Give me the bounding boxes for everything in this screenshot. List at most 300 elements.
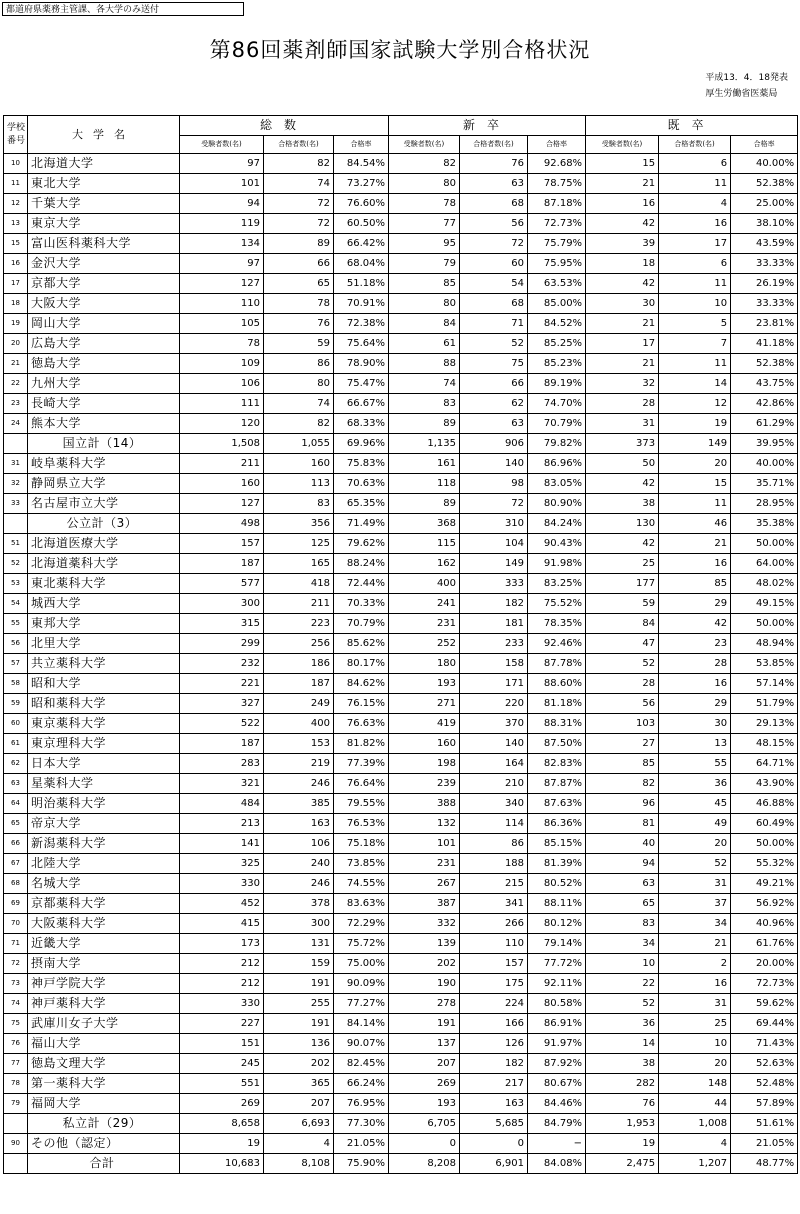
table-row — [4, 254, 798, 274]
pass-rate-cell: 88.60% — [528, 674, 586, 694]
examinees-cell: 269 — [389, 1074, 460, 1094]
passers-cell: 191 — [264, 1014, 334, 1034]
examinees-cell: 63 — [586, 874, 659, 894]
header-examinees: 受験者数(名) — [389, 136, 460, 154]
pass-rate-cell: 63.53% — [528, 274, 586, 294]
examinees-cell: 283 — [180, 754, 264, 774]
pass-rate-cell: 20.00% — [731, 954, 798, 974]
passers-cell: 54 — [460, 274, 528, 294]
passers-cell: 21 — [659, 534, 731, 554]
examinees-cell: 80 — [389, 294, 460, 314]
examinees-cell: 80 — [389, 174, 460, 194]
table-row — [4, 634, 798, 654]
school-code: 10 — [4, 154, 28, 174]
examinees-cell: 139 — [389, 934, 460, 954]
passers-cell: 86 — [264, 354, 334, 374]
passers-cell: 131 — [264, 934, 334, 954]
passers-cell: 385 — [264, 794, 334, 814]
table-row — [4, 294, 798, 314]
pass-rate-cell: 83.05% — [528, 474, 586, 494]
examinees-cell: 97 — [180, 154, 264, 174]
pass-rate-cell: 75.95% — [528, 254, 586, 274]
university-name: 公立計（3） — [28, 514, 180, 534]
passers-cell: 906 — [460, 434, 528, 454]
pass-rate-cell: 35.71% — [731, 474, 798, 494]
school-code: 55 — [4, 614, 28, 634]
school-code: 59 — [4, 694, 28, 714]
pass-rate-cell: 80.67% — [528, 1074, 586, 1094]
passers-cell: 340 — [460, 794, 528, 814]
header-row — [4, 116, 798, 136]
pass-rate-cell: 73.27% — [334, 174, 389, 194]
table-row — [4, 194, 798, 214]
pass-rate-cell: 55.32% — [731, 854, 798, 874]
pass-rate-cell: 85.23% — [528, 354, 586, 374]
header-passers: 合格者数(名) — [264, 136, 334, 154]
examinees-cell: 78 — [389, 194, 460, 214]
examinees-cell: 330 — [180, 994, 264, 1014]
passers-cell: 72 — [460, 234, 528, 254]
pass-rate-cell: 33.33% — [731, 254, 798, 274]
school-code: 21 — [4, 354, 28, 374]
examinees-cell: 31 — [586, 414, 659, 434]
school-code: 15 — [4, 234, 28, 254]
examinees-cell: 202 — [389, 954, 460, 974]
passers-cell: 75 — [460, 354, 528, 374]
school-code: 61 — [4, 734, 28, 754]
examinees-cell: 332 — [389, 914, 460, 934]
pass-rate-cell: 89.19% — [528, 374, 586, 394]
header-group-total: 総数 — [180, 116, 389, 136]
passers-cell: 0 — [460, 1134, 528, 1154]
examinees-cell: 130 — [586, 514, 659, 534]
pass-rate-cell: 72.73% — [528, 214, 586, 234]
examinees-cell: 105 — [180, 314, 264, 334]
passers-cell: 110 — [460, 934, 528, 954]
school-code: 58 — [4, 674, 28, 694]
table-row — [4, 1134, 798, 1154]
pass-rate-cell: 72.73% — [731, 974, 798, 994]
examinees-cell: 47 — [586, 634, 659, 654]
pass-rate-cell: 75.83% — [334, 454, 389, 474]
pass-rate-cell: 49.21% — [731, 874, 798, 894]
pass-rate-cell: 40.00% — [731, 154, 798, 174]
passers-cell: 1,207 — [659, 1154, 731, 1174]
university-name: 長崎大学 — [28, 394, 180, 414]
school-code: 16 — [4, 254, 28, 274]
school-code: 69 — [4, 894, 28, 914]
examinees-cell: 36 — [586, 1014, 659, 1034]
school-code: 13 — [4, 214, 28, 234]
table-row — [4, 394, 798, 414]
results-table — [3, 115, 798, 1174]
school-code: 66 — [4, 834, 28, 854]
examinees-cell: 109 — [180, 354, 264, 374]
table-row — [4, 674, 798, 694]
examinees-cell: 278 — [389, 994, 460, 1014]
passers-cell: 210 — [460, 774, 528, 794]
passers-cell: 76 — [460, 154, 528, 174]
passers-cell: 157 — [460, 954, 528, 974]
passers-cell: 20 — [659, 454, 731, 474]
passers-cell: 16 — [659, 554, 731, 574]
pass-rate-cell: 83.25% — [528, 574, 586, 594]
examinees-cell: 161 — [389, 454, 460, 474]
pass-rate-cell: 75.79% — [528, 234, 586, 254]
table-row — [4, 994, 798, 1014]
examinees-cell: 300 — [180, 594, 264, 614]
pass-rate-cell: 76.60% — [334, 194, 389, 214]
school-code: 67 — [4, 854, 28, 874]
university-name: 岡山大学 — [28, 314, 180, 334]
passers-cell: 165 — [264, 554, 334, 574]
table-row — [4, 474, 798, 494]
pass-rate-cell: 29.13% — [731, 714, 798, 734]
table-row — [4, 834, 798, 854]
passers-cell: 6,693 — [264, 1114, 334, 1134]
header-group-prior-grad: 既卒 — [586, 116, 798, 136]
university-name: 東北大学 — [28, 174, 180, 194]
pass-rate-cell: 78.90% — [334, 354, 389, 374]
passers-cell: 72 — [264, 214, 334, 234]
passers-cell: 80 — [264, 374, 334, 394]
passers-cell: 266 — [460, 914, 528, 934]
table-row — [4, 334, 798, 354]
examinees-cell: 18 — [586, 254, 659, 274]
university-name: 金沢大学 — [28, 254, 180, 274]
school-code: 60 — [4, 714, 28, 734]
passers-cell: 6 — [659, 254, 731, 274]
university-name: 国立計（14） — [28, 434, 180, 454]
passers-cell: 104 — [460, 534, 528, 554]
passers-cell: 10 — [659, 294, 731, 314]
examinees-cell: 160 — [180, 474, 264, 494]
examinees-cell: 315 — [180, 614, 264, 634]
school-code: 77 — [4, 1054, 28, 1074]
school-code — [4, 514, 28, 534]
header-school-code — [4, 116, 28, 154]
passers-cell: 30 — [659, 714, 731, 734]
examinees-cell: 78 — [180, 334, 264, 354]
passers-cell: 149 — [659, 434, 731, 454]
examinees-cell: 173 — [180, 934, 264, 954]
school-code — [4, 1154, 28, 1174]
examinees-cell: 137 — [389, 1034, 460, 1054]
passers-cell: 66 — [460, 374, 528, 394]
university-name: 北海道医療大学 — [28, 534, 180, 554]
university-name: 北陸大学 — [28, 854, 180, 874]
examinees-cell: 400 — [389, 574, 460, 594]
passers-cell: 224 — [460, 994, 528, 1014]
school-code: 70 — [4, 914, 28, 934]
examinees-cell: 252 — [389, 634, 460, 654]
university-name: 昭和薬科大学 — [28, 694, 180, 714]
passers-cell: 49 — [659, 814, 731, 834]
passers-cell: 42 — [659, 614, 731, 634]
school-code: 78 — [4, 1074, 28, 1094]
passers-cell: 4 — [659, 194, 731, 214]
passers-cell: 370 — [460, 714, 528, 734]
pass-rate-cell: 51.61% — [731, 1114, 798, 1134]
pass-rate-cell: 73.85% — [334, 854, 389, 874]
examinees-cell: 8,658 — [180, 1114, 264, 1134]
pass-rate-cell: 76.95% — [334, 1094, 389, 1114]
pass-rate-cell: 23.81% — [731, 314, 798, 334]
header-code-line1: 学校 — [7, 122, 26, 133]
pass-rate-cell: 48.02% — [731, 574, 798, 594]
examinees-cell: 84 — [586, 614, 659, 634]
passers-cell: 175 — [460, 974, 528, 994]
examinees-cell: 241 — [389, 594, 460, 614]
examinees-cell: 14 — [586, 1034, 659, 1054]
pass-rate-cell: 86.91% — [528, 1014, 586, 1034]
page-title: 第86回薬剤師国家試験大学別合格状況 — [209, 38, 591, 62]
examinees-cell: 19 — [586, 1134, 659, 1154]
pass-rate-cell: 71.43% — [731, 1034, 798, 1054]
pass-rate-cell: 70.63% — [334, 474, 389, 494]
subtotal-row — [4, 1154, 798, 1174]
examinees-cell: 157 — [180, 534, 264, 554]
pass-rate-cell: 38.10% — [731, 214, 798, 234]
pass-rate-cell: 52.38% — [731, 354, 798, 374]
table-row — [4, 594, 798, 614]
passers-cell: 181 — [460, 614, 528, 634]
pass-rate-cell: 78.35% — [528, 614, 586, 634]
passers-cell: 217 — [460, 1074, 528, 1094]
pass-rate-cell: 80.90% — [528, 494, 586, 514]
examinees-cell: 65 — [586, 894, 659, 914]
header-university-name: 大学名 — [28, 116, 180, 154]
pass-rate-cell: 66.24% — [334, 1074, 389, 1094]
passers-cell: 207 — [264, 1094, 334, 1114]
school-code: 20 — [4, 334, 28, 354]
pass-rate-cell: 48.77% — [731, 1154, 798, 1174]
pass-rate-cell: 50.00% — [731, 614, 798, 634]
passers-cell: 15 — [659, 474, 731, 494]
publication-info — [705, 70, 788, 102]
passers-cell: 365 — [264, 1074, 334, 1094]
passers-cell: 59 — [264, 334, 334, 354]
university-name: 東京薬科大学 — [28, 714, 180, 734]
passers-cell: 20 — [659, 1054, 731, 1074]
passers-cell: 23 — [659, 634, 731, 654]
table-row — [4, 814, 798, 834]
table-row — [4, 654, 798, 674]
passers-cell: 83 — [264, 494, 334, 514]
pass-rate-cell: 87.78% — [528, 654, 586, 674]
pass-rate-cell: 51.18% — [334, 274, 389, 294]
pass-rate-cell: 64.00% — [731, 554, 798, 574]
pass-rate-cell: 85.15% — [528, 834, 586, 854]
header-pass-rate: 合格率 — [528, 136, 586, 154]
university-name: 京都薬科大学 — [28, 894, 180, 914]
passers-cell: 219 — [264, 754, 334, 774]
pass-rate-cell: 83.63% — [334, 894, 389, 914]
examinees-cell: 110 — [180, 294, 264, 314]
university-name: 帝京大学 — [28, 814, 180, 834]
pass-rate-cell: 77.27% — [334, 994, 389, 1014]
pass-rate-cell: 75.18% — [334, 834, 389, 854]
examinees-cell: 34 — [586, 934, 659, 954]
school-code: 79 — [4, 1094, 28, 1114]
examinees-cell: 85 — [389, 274, 460, 294]
pass-rate-cell: 84.52% — [528, 314, 586, 334]
passers-cell: 233 — [460, 634, 528, 654]
examinees-cell: 1,508 — [180, 434, 264, 454]
university-name: 城西大学 — [28, 594, 180, 614]
pass-rate-cell: 70.33% — [334, 594, 389, 614]
pass-rate-cell: 74.55% — [334, 874, 389, 894]
table-row — [4, 734, 798, 754]
passers-cell: 378 — [264, 894, 334, 914]
passers-cell: 19 — [659, 414, 731, 434]
passers-cell: 28 — [659, 654, 731, 674]
pass-rate-cell: 85.62% — [334, 634, 389, 654]
header-code-line2: 番号 — [7, 135, 26, 146]
examinees-cell: 42 — [586, 214, 659, 234]
passers-cell: 114 — [460, 814, 528, 834]
school-code: 19 — [4, 314, 28, 334]
school-code: 62 — [4, 754, 28, 774]
examinees-cell: 498 — [180, 514, 264, 534]
pass-rate-cell: 59.62% — [731, 994, 798, 1014]
examinees-cell: 177 — [586, 574, 659, 594]
examinees-cell: 282 — [586, 1074, 659, 1094]
examinees-cell: 25 — [586, 554, 659, 574]
pass-rate-cell: 90.09% — [334, 974, 389, 994]
examinees-cell: 212 — [180, 974, 264, 994]
university-name: 九州大学 — [28, 374, 180, 394]
examinees-cell: 6,705 — [389, 1114, 460, 1134]
passers-cell: 46 — [659, 514, 731, 534]
table-row — [4, 954, 798, 974]
pass-rate-cell: 43.90% — [731, 774, 798, 794]
examinees-cell: 118 — [389, 474, 460, 494]
header-group-new-grad: 新卒 — [389, 116, 586, 136]
passers-cell: 10 — [659, 1034, 731, 1054]
university-name: 東邦大学 — [28, 614, 180, 634]
pass-rate-cell: 76.15% — [334, 694, 389, 714]
pass-rate-cell: 68.04% — [334, 254, 389, 274]
pass-rate-cell: 43.75% — [731, 374, 798, 394]
table-row — [4, 154, 798, 174]
passers-cell: 16 — [659, 674, 731, 694]
examinees-cell: 89 — [389, 494, 460, 514]
pass-rate-cell: 81.82% — [334, 734, 389, 754]
university-name: 武庫川女子大学 — [28, 1014, 180, 1034]
pass-rate-cell: 52.63% — [731, 1054, 798, 1074]
examinees-cell: 119 — [180, 214, 264, 234]
passers-cell: 140 — [460, 734, 528, 754]
examinees-cell: 484 — [180, 794, 264, 814]
table-row — [4, 874, 798, 894]
pass-rate-cell: 87.87% — [528, 774, 586, 794]
school-code: 74 — [4, 994, 28, 1014]
table-row — [4, 714, 798, 734]
examinees-cell: 85 — [586, 754, 659, 774]
university-name: 名古屋市立大学 — [28, 494, 180, 514]
university-name: 大阪大学 — [28, 294, 180, 314]
examinees-cell: 52 — [586, 654, 659, 674]
university-name: 大阪薬科大学 — [28, 914, 180, 934]
passers-cell: 68 — [460, 294, 528, 314]
examinees-cell: 42 — [586, 474, 659, 494]
pass-rate-cell: 87.63% — [528, 794, 586, 814]
table-row — [4, 174, 798, 194]
passers-cell: 153 — [264, 734, 334, 754]
examinees-cell: 17 — [586, 334, 659, 354]
pass-rate-cell: 77.30% — [334, 1114, 389, 1134]
passers-cell: 418 — [264, 574, 334, 594]
school-code: 53 — [4, 574, 28, 594]
table-row — [4, 414, 798, 434]
publishing-organization: 厚生労働省医薬局 — [705, 89, 778, 99]
pass-rate-cell: 42.86% — [731, 394, 798, 414]
passers-cell: 356 — [264, 514, 334, 534]
header-pass-rate: 合格率 — [334, 136, 389, 154]
examinees-cell: 28 — [586, 394, 659, 414]
examinees-cell: 551 — [180, 1074, 264, 1094]
examinees-cell: 190 — [389, 974, 460, 994]
examinees-cell: 82 — [389, 154, 460, 174]
passers-cell: 136 — [264, 1034, 334, 1054]
pass-rate-cell: 61.76% — [731, 934, 798, 954]
pass-rate-cell: 40.00% — [731, 454, 798, 474]
examinees-cell: 95 — [389, 234, 460, 254]
passers-cell: 160 — [264, 454, 334, 474]
school-code — [4, 1114, 28, 1134]
table-row — [4, 754, 798, 774]
school-code: 51 — [4, 534, 28, 554]
passers-cell: 71 — [460, 314, 528, 334]
examinees-cell: 373 — [586, 434, 659, 454]
examinees-cell: 96 — [586, 794, 659, 814]
passers-cell: 182 — [460, 1054, 528, 1074]
passers-cell: 74 — [264, 394, 334, 414]
pass-rate-cell: 68.33% — [334, 414, 389, 434]
pass-rate-cell: 70.91% — [334, 294, 389, 314]
passers-cell: 6 — [659, 154, 731, 174]
passers-cell: 223 — [264, 614, 334, 634]
examinees-cell: 193 — [389, 674, 460, 694]
passers-cell: 4 — [264, 1134, 334, 1154]
examinees-cell: 42 — [586, 534, 659, 554]
school-code: 11 — [4, 174, 28, 194]
university-name: 徳島文理大学 — [28, 1054, 180, 1074]
pass-rate-cell: 40.96% — [731, 914, 798, 934]
table-row — [4, 274, 798, 294]
examinees-cell: 180 — [389, 654, 460, 674]
passers-cell: 98 — [460, 474, 528, 494]
examinees-cell: 415 — [180, 914, 264, 934]
passers-cell: 249 — [264, 694, 334, 714]
examinees-cell: 84 — [389, 314, 460, 334]
passers-cell: 211 — [264, 594, 334, 614]
examinees-cell: 21 — [586, 174, 659, 194]
examinees-cell: 239 — [389, 774, 460, 794]
pass-rate-cell: 61.29% — [731, 414, 798, 434]
pass-rate-cell: 87.18% — [528, 194, 586, 214]
pass-rate-cell: 69.96% — [334, 434, 389, 454]
passers-cell: 21 — [659, 934, 731, 954]
examinees-cell: 115 — [389, 534, 460, 554]
passers-cell: 2 — [659, 954, 731, 974]
pass-rate-cell: 90.07% — [334, 1034, 389, 1054]
pass-rate-cell: 52.38% — [731, 174, 798, 194]
university-name: 千葉大学 — [28, 194, 180, 214]
examinees-cell: 207 — [389, 1054, 460, 1074]
pass-rate-cell: 72.44% — [334, 574, 389, 594]
